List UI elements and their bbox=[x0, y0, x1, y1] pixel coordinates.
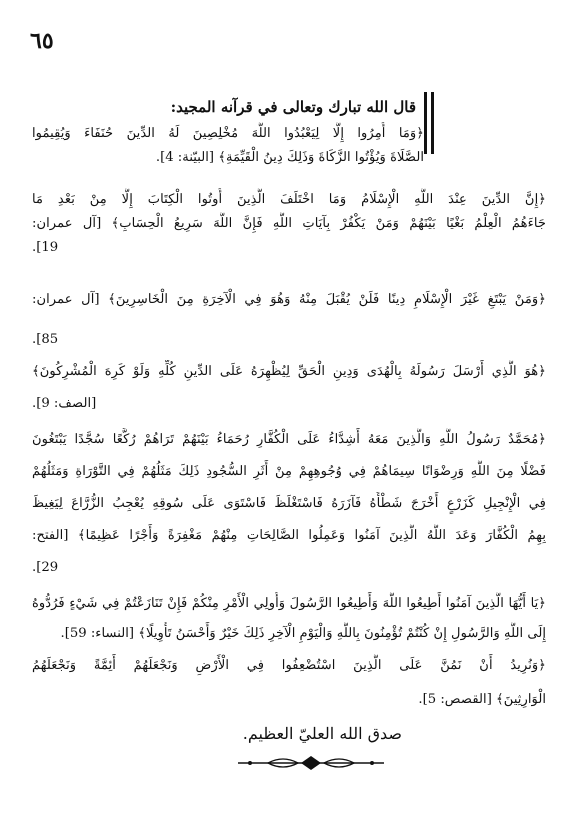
verse-block-6 bbox=[32, 592, 546, 646]
verse-line: فِي الْإِنْجِيلِ كَزَرْعٍ أَخْرَجَ شَطْأَهُ فَآزَرَهُ فَاسْتَغْلَظَ فَاسْتَوَى عَلَى سُوقِهِ يُعْجِبُ الزُّرَّاعَ لِيَغِيظَ bbox=[32, 496, 546, 511]
closing-phrase: صدق الله العليّ العظيم. bbox=[242, 724, 402, 743]
page-number: ٦٥ bbox=[30, 28, 54, 54]
heading-bar bbox=[424, 92, 434, 154]
verse-line: جَاءَهُمُ الْعِلْمُ بَغْيًا بَيْنَهُمْ وَمَنْ يَكْفُرْ بِآيَاتِ اللَّهِ فَإِنَّ اللَّهَ سَرِيعُ الْحِسَابِ﴾ [آل عمران: bbox=[32, 216, 546, 231]
verse-line: إِلَى اللَّهِ وَالرَّسُولِ إِنْ كُنْتُمْ تُؤْمِنُونَ بِاللَّهِ وَالْيَوْمِ الْآخِرِ ذَلِكَ خَيْرٌ وَأَحْسَنُ تَأْوِيلًا﴾ [النساء: 59]. bbox=[60, 626, 546, 641]
verse-line: 85]. bbox=[32, 332, 59, 347]
verse-line: [الصف: 9]. bbox=[32, 396, 97, 411]
ornament-divider bbox=[238, 752, 384, 774]
verse-line: الصَّلَاةَ وَيُؤْتُوا الزَّكَاةَ وَذَلِكَ دِينُ الْقَيِّمَةِ﴾ [البيّنة: 4]. bbox=[155, 150, 424, 165]
verse-block-4 bbox=[32, 360, 546, 416]
verse-line: 19]. bbox=[32, 240, 59, 255]
verse-block-2 bbox=[32, 188, 546, 260]
verse-block-5 bbox=[32, 428, 546, 580]
verse-line: بِهِمُ الْكُفَّارَ وَعَدَ اللَّهُ الَّذِينَ آمَنُوا وَعَمِلُوا الصَّالِحَاتِ مِنْهُمْ مَغْفِرَةً وَأَجْرًا عَظِيمًا﴾ [الفتح: bbox=[32, 528, 546, 543]
verse-line: 29]. bbox=[32, 560, 59, 575]
section-heading: قال الله تبارك وتعالى في قرآنه المجيد: bbox=[170, 98, 416, 116]
verse-line: الْوَارِثِينَ﴾ [القصص: 5]. bbox=[418, 692, 546, 707]
verse-line: ﴿هُوَ الَّذِي أَرْسَلَ رَسُولَهُ بِالْهُدَى وَدِينِ الْحَقِّ لِيُظْهِرَهُ عَلَى الدِّينِ كُلِّهِ وَلَوْ كَرِهَ الْمُشْرِكُونَ﴾ bbox=[32, 364, 546, 379]
verse-block-7 bbox=[32, 654, 546, 712]
verse-line: ﴿وَمَا أُمِرُوا إِلَّا لِيَعْبُدُوا اللَّهَ مُخْلِصِينَ لَهُ الدِّينَ حُنَفَاءَ وَيُقِيمُوا bbox=[32, 126, 424, 141]
verse-line: ﴿وَنُرِيدُ أَنْ نَمُنَّ عَلَى الَّذِينَ اسْتُضْعِفُوا فِي الْأَرْضِ وَنَجْعَلَهُمْ أَئِمَّةً وَنَجْعَلَهُمُ bbox=[32, 658, 546, 673]
verse-line: ﴿يَا أَيُّهَا الَّذِينَ آمَنُوا أَطِيعُوا اللَّهَ وَأَطِيعُوا الرَّسُولَ وَأُولِي الْأَمْرِ مِنْكُمْ فَإِنْ تَنَازَعْتُمْ فِي شَيْءٍ فَرُدُّوهُ bbox=[32, 596, 546, 611]
verse-line: فَضْلًا مِنَ اللَّهِ وَرِضْوَانًا سِيمَاهُمْ فِي وُجُوهِهِمْ مِنْ أَثَرِ السُّجُودِ ذَلِكَ مَثَلُهُمْ فِي التَّوْرَاةِ وَمَثَلُهُمْ bbox=[32, 464, 546, 479]
verse-block-3 bbox=[32, 288, 546, 352]
verse-line: ﴿وَمَنْ يَبْتَغِ غَيْرَ الْإِسْلَامِ دِينًا فَلَنْ يُقْبَلَ مِنْهُ وَهُوَ فِي الْآخِرَةِ مِنَ الْخَاسِرِينَ﴾ [آل عمران: bbox=[32, 292, 546, 307]
verse-block-1 bbox=[32, 122, 424, 170]
verse-line: ﴿إِنَّ الدِّينَ عِنْدَ اللَّهِ الْإِسْلَامُ وَمَا اخْتَلَفَ الَّذِينَ أُوتُوا الْكِتَابَ إِلَّا مِنْ بَعْدِ مَا bbox=[32, 192, 546, 207]
verse-line: ﴿مُحَمَّدٌ رَسُولُ اللَّهِ وَالَّذِينَ مَعَهُ أَشِدَّاءُ عَلَى الْكُفَّارِ رُحَمَاءُ بَيْنَهُمْ تَرَاهُمْ رُكَّعًا سُجَّدًا يَبْتَغُونَ bbox=[32, 432, 546, 447]
